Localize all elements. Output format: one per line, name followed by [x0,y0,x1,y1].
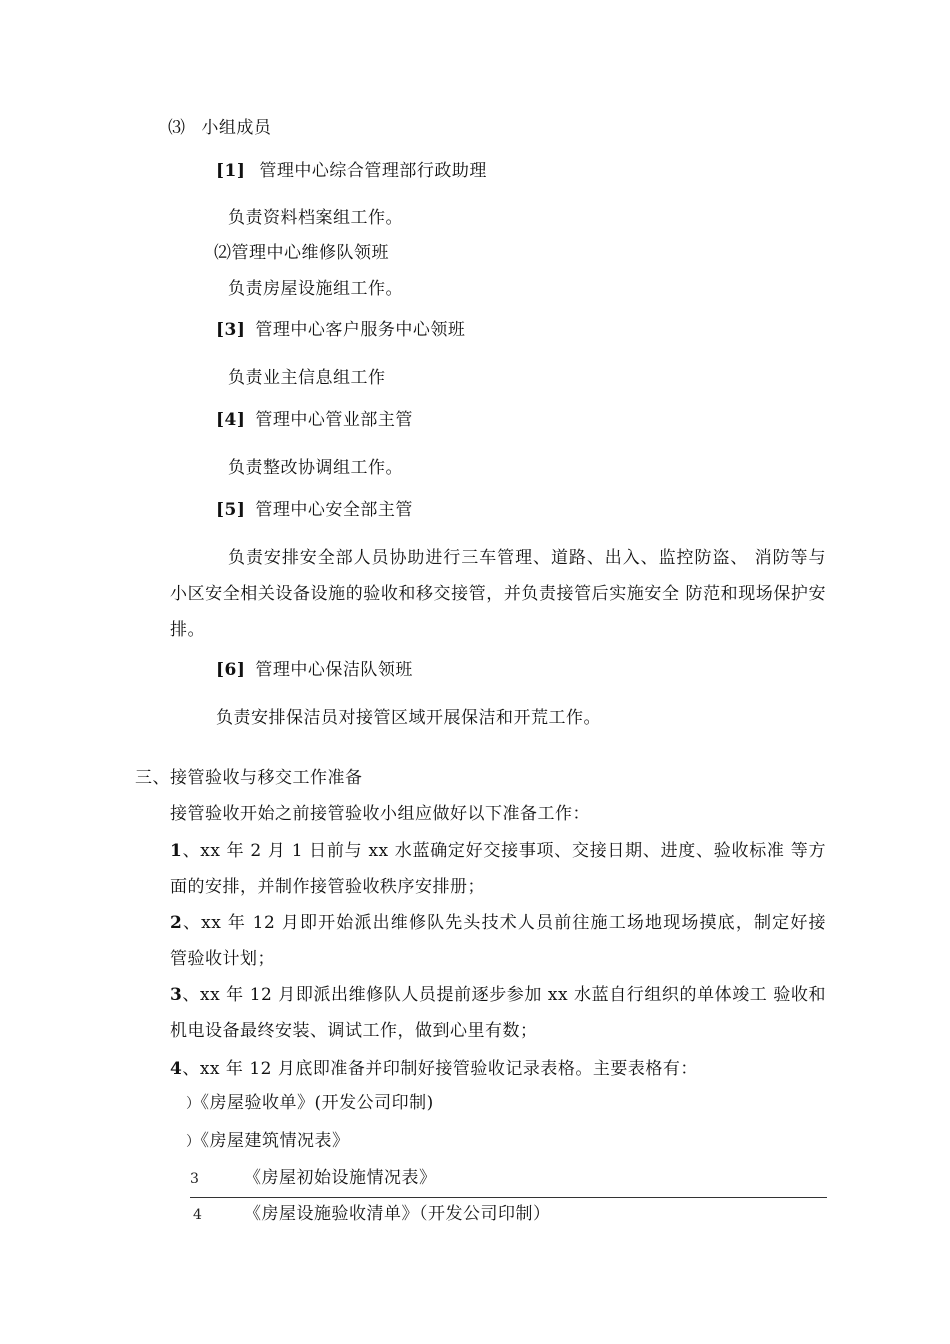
form-item-text: 《房屋设施验收清单》（开发公司印制） [244,1204,551,1224]
form-item [193,1204,551,1225]
member-title [216,410,413,430]
member-role: 管理中心安全部主管 [255,500,413,520]
prep-item-number: 1 [170,841,183,861]
member-title [216,161,487,181]
prep-item [170,1059,698,1079]
chapter-intro: 接管验收开始之前接管验收小组应做好以下准备工作： [170,804,590,824]
form-item [186,1131,350,1152]
divider-line [190,1197,827,1198]
prep-item-number: 4 [170,1059,183,1079]
form-item-text: 《房屋验收单》(开发公司印制) [200,1093,434,1113]
section-title: 小组成员 [201,118,272,138]
form-item [186,1093,434,1114]
chapter-heading: 三、接管验收与移交工作准备 [135,768,363,788]
prep-item-text: 、xx 年 12 月即派出维修队人员提前逐步参加 xx 水蓝自行组织的单体竣工 验收和机电设备最终安装、调试工作，做到心里有数； [170,985,826,1041]
form-item-number: 4 [193,1207,203,1223]
member-title [214,243,389,263]
member-number: [1] [216,161,246,181]
member-number: [3] [216,320,246,340]
member-number: [4] [216,410,246,430]
prep-item-number: 2 [170,913,183,933]
form-item-number: 3 [190,1171,200,1187]
section-marker: ⑶ [168,118,186,138]
prep-item-text: 、xx 年 12 月底即准备并印制好接管验收记录表格。主要表格有： [182,1059,698,1079]
member-duty: 负责业主信息组工作 [228,368,386,388]
prep-item-text: 、xx 年 2 月 1 日前与 xx 水蓝确定好交接事项、交接日期、进度、验收标准 等方面的安排，并制作接管验收秩序安排册； [170,841,826,897]
member-duty: 负责资料档案组工作。 [228,208,403,228]
member-role: 管理中心综合管理部行政助理 [259,161,487,181]
prep-item [170,905,826,977]
form-item-text: 《房屋建筑情况表》 [200,1131,350,1151]
form-item-number: ） [186,1134,201,1150]
section-heading [168,118,271,138]
prep-item-text: 、xx 年 12 月即开始派出维修队先头技术人员前往施工场地现场摸底，制定好接 管验收计划； [170,913,826,969]
prep-item [170,833,826,905]
member-duty-paragraph [170,540,826,648]
member-role: 管理中心保洁队领班 [255,660,413,680]
member-duty: 负责整改协调组工作。 [228,458,403,478]
member-role: 管理中心管业部主管 [255,410,413,430]
prep-item-number: 3 [170,985,183,1005]
member-role: 管理中心维修队领班 [231,243,389,263]
member-number: [5] [216,500,246,520]
form-item-number: ） [186,1096,201,1112]
member-number: [6] [216,660,246,680]
member-number: ⑵ [214,243,232,263]
member-duty: 负责安排安全部人员协助进行三车管理、道路、出入、监控防盗、 消防等与小区安全相关设备设施的验收和移交接管，并负责接管后实施安全 防范和现场保护安排。 [170,548,826,640]
form-item [190,1168,437,1189]
prep-item [170,977,826,1049]
member-title [216,320,465,340]
member-title [216,500,413,520]
form-item-text: 《房屋初始设施情况表》 [244,1168,437,1188]
member-duty: 负责安排保洁员对接管区域开展保洁和开荒工作。 [216,708,601,728]
member-title [216,660,413,680]
member-duty: 负责房屋设施组工作。 [228,279,403,299]
member-role: 管理中心客户服务中心领班 [255,320,466,340]
